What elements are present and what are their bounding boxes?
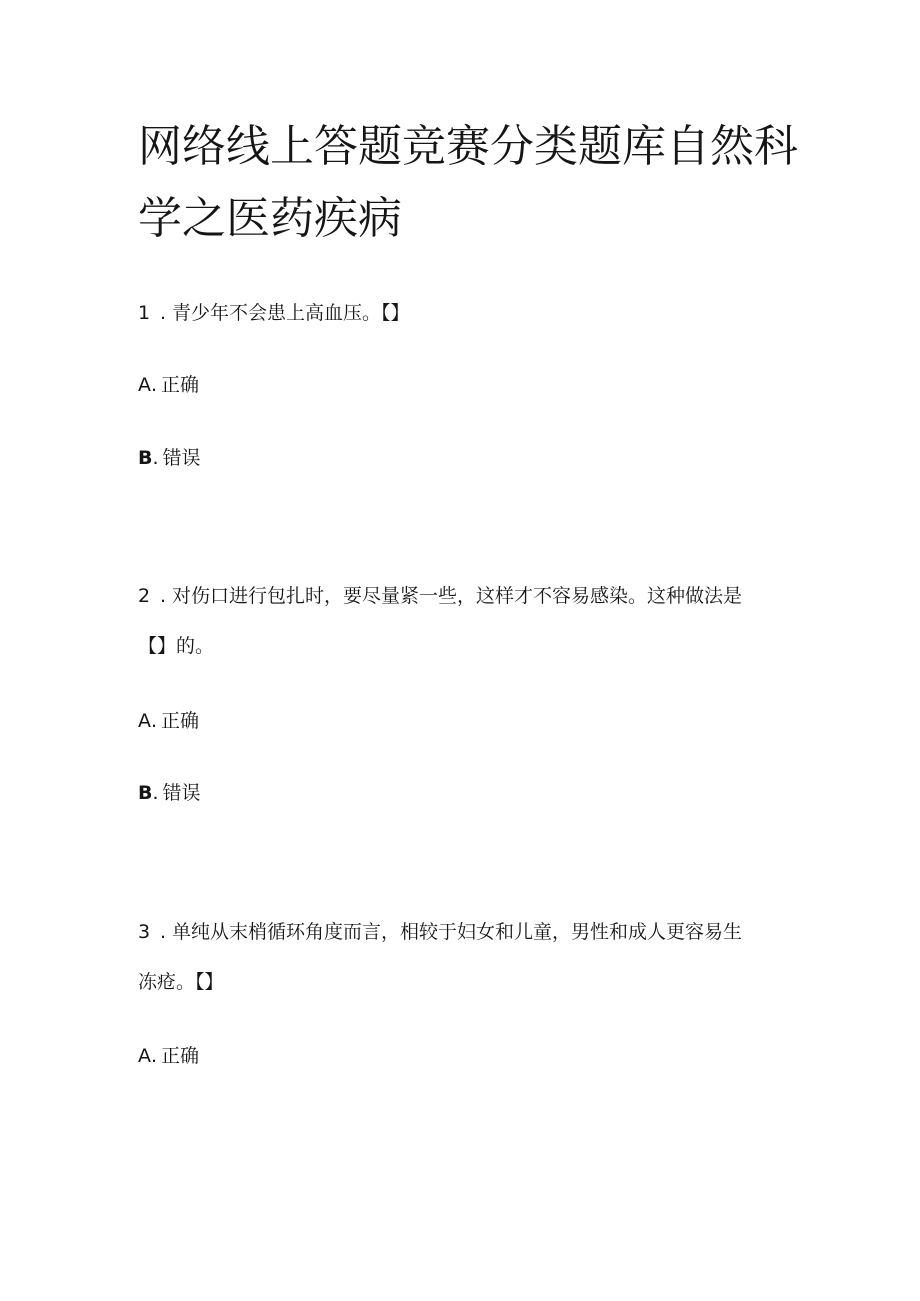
option-separator: .	[151, 374, 158, 396]
option-separator: .	[152, 447, 159, 469]
option-letter: A	[138, 710, 151, 732]
question-2-text-continued: 【】的。	[138, 635, 215, 657]
question-stem: 单纯从末梢循环角度而言，相较于妇女和儿童，男性和成人更容易生	[172, 921, 743, 943]
question-3-option-a	[138, 1043, 199, 1069]
option-separator: .	[151, 710, 158, 732]
question-stem: 对伤口进行包扎时，要尽量紧一些，这样才不容易感染。这种做法是	[172, 585, 743, 607]
option-letter: A	[138, 1045, 151, 1067]
question-1-text	[138, 300, 410, 326]
option-letter: A	[138, 374, 151, 396]
option-separator: .	[152, 782, 159, 804]
question-number: 2	[138, 585, 151, 607]
question-dot: .	[160, 585, 167, 607]
question-stem: 青少年不会患上高血压。【】	[172, 302, 410, 324]
question-2-option-b	[138, 780, 201, 806]
option-text: 正确	[161, 710, 200, 732]
question-1-option-b	[138, 445, 201, 471]
question-dot: .	[160, 302, 167, 324]
question-dot: .	[160, 921, 167, 943]
question-3-text-continued: 冻疮。【】	[138, 971, 224, 993]
option-text: 错误	[162, 782, 201, 804]
question-1-option-a	[138, 372, 199, 398]
question-3-text	[138, 919, 742, 945]
question-number: 3	[138, 921, 151, 943]
question-number: 1	[138, 302, 151, 324]
document-title-line-1: 网络线上答题竞赛分类题库自然科	[138, 121, 798, 172]
option-text: 正确	[161, 1045, 200, 1067]
option-letter: B	[138, 447, 153, 469]
document-title-line-2: 学之医药疾病	[138, 193, 402, 244]
option-separator: .	[151, 1045, 158, 1067]
question-2-text	[138, 583, 742, 609]
option-text: 错误	[162, 447, 201, 469]
option-letter: B	[138, 782, 153, 804]
option-text: 正确	[161, 374, 200, 396]
question-2-option-a	[138, 708, 199, 734]
